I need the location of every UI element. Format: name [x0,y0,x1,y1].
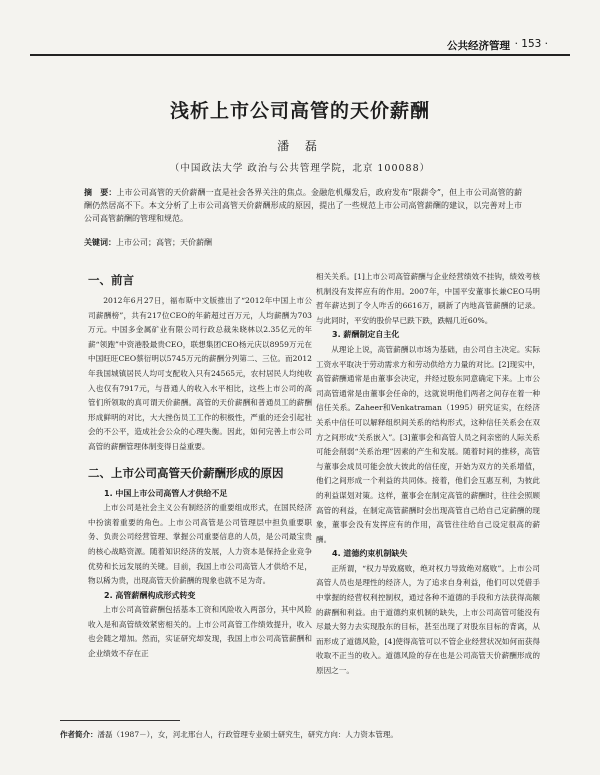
author-footnote [60,729,530,740]
footnote-text: 潘磊（1987－），女，河北邢台人，行政管理专业硕士研究生，研究方向：人力资本管理。 [97,730,398,739]
left-column [88,270,312,662]
right-column [316,270,540,679]
author-name: 潘 磊 [277,139,323,153]
section-heading-causes: 二、上市公司高管天价薪酬形成的原因 [88,465,284,480]
article-title: 浅析上市公司高管的天价薪酬 [169,100,430,122]
subheading: 4. 道德约束机制缺失 [332,549,408,559]
keywords-label: 关键词： [84,238,116,247]
subheading: 2. 高管薪酬构成形式转变 [104,590,196,600]
footnote-label: 作者简介： [60,730,98,739]
author-affiliation: （中国政法大学 政治与公共管理学院，北京 100088） [169,163,431,174]
paragraph: 正所谓，“权力导致腐败，绝对权力导致绝对腐败”。上市公司高管人员也是理性的经济人，为了追求自身利益，他们可以凭借手中掌握的经营权利控制权，通过各种不道德的手段和方法获得高额的薪酬和利益。由于道德约束机制的缺失，上市公司高管可能没有尽最大努力去实现股东的目标，甚至出现了对股东目标的背离，从而形成了道德风险，[4]使得高管可以不管企业经营状况如何而获得收取不正当的收入。道德风险的存在也是公司高管天价薪酬形成的原因之一。 [316,563,540,676]
abstract-label: 摘 要： [84,188,117,197]
header-rule [30,54,570,56]
footnote-rule [60,720,180,721]
page-number: · 153 · [514,38,548,50]
keywords [84,236,522,249]
abstract-text: 上市公司高管的天价薪酬一直是社会各界关注的焦点。金融危机爆发后，政府发布“限薪令”，但上市公司高管的薪酬仍然居高不下。本文分析了上市公司高管天价薪酬形成的原因，提出了一些规范上市公司高管薪酬的建议，以完善对上市公司高管薪酬的管理和规范。 [84,188,522,223]
paragraph: 相关关系。[1]上市公司高管薪酬与企业经营绩效不挂钩，绩效考核机制没有发挥应有的作用。2007年，中国平安董事长兼CEO马明哲年薪达到了令人咋舌的6616万，刷新了内地高管薪酬的记录。与此同时，平安的股价早已跌下跌，跌幅几近60%。 [316,272,540,325]
journal-section: 公共经济管理 [447,40,510,52]
paragraph: 从理论上说，高管薪酬以市场为基础，由公司自主决定。实际工资水平取决于劳动需求方和劳动供给方力量的对比。[2]现实中，高管薪酬通常是由董事会决定，并经过股东同意确定下来。上市公司高管通常是由董事会任命的，这就说明他们两者之间存在着一种信任关系。Zaheer和Venkatraman（1995）研究证实，在经济关系中信任可以解释组织间关系的结构形式，这种信任关系会在双方之间形成“关系嵌入”。[3]董事会和高管人员之间亲密的人际关系可能会削弱“关系治理”因素的产生和发展。随着时间的推移，高管与董事会成员可能会放大彼此的信任度，开始为双方的关系增值，他们之间形成一个利益的共同体。接着，他们会互惠互利，为彼此的利益谋划对策。这样，董事会在制定高管的薪酬时，往往会照顾高管的利益，在制定高管薪酬时会出现高管自己给自己定薪酬的现象，董事会没有发挥应有的作用，高管往往给自己设定很高的薪酬。 [316,344,540,544]
running-header [30,38,570,54]
keywords-text: 上市公司；高管；天价薪酬 [116,238,212,247]
paragraph: 上市公司是社会主义公有制经济的重要组成形式，在国民经济中扮演着重要的角色。上市公司高管是公司管理层中担负重要职务、负责公司经营管理、掌握公司重要信息的人员，是公司最宝贵的核心战略资源。随着知识经济的发展，人力资本是保持企业竞争优势和长远发展的关键。目前，我国上市公司高管人才供给不足，物以稀为贵，出现高管天价薪酬的现象也就不足为奇。 [88,503,312,586]
paragraph: 上市公司高管薪酬包括基本工资和风险收入两部分，其中风险收入是和高管绩效紧密相关的。上市公司高管工作绩效提升，收入也会随之增加。然而，实证研究却发现，我国上市公司高管薪酬和企业绩效不存在正 [88,605,312,659]
abstract [84,186,522,225]
subheading: 3. 薪酬制定自主化 [332,330,400,340]
section-heading-intro: 一、前言 [88,273,134,287]
subheading: 1. 中国上市公司高管人才供给不足 [104,488,228,498]
paragraph: 2012年6月27日，福布斯中文版推出了“2012年中国上市公司薪酬榜”，共有217位CEO的年薪超过百万元，人均薪酬为703万元。中国多金属矿业有限公司行政总裁朱晓林以2.35亿元的年薪“领跑”中资港股最贵CEO，联想集团CEO杨元庆以8959万元在中国旺旺CEO蔡衍明以5745万元的薪酬分列第二、三位。而2012年我国城镇居民人均可支配收入只有24565元，农村居民人均纯收入也仅有7917元，与普通人的收入水平相比，这些上市公司的高管们所领取的真可谓天价薪酬。高管的天价薪酬和普通员工的薪酬形成鲜明的对比，大大挫伤员工工作的积极性，严重的还会引起社会的不公平，造成社会公众的心理失衡。因此，如何完善上市公司高管的薪酬管理体制变得日益重要。 [88,296,312,451]
